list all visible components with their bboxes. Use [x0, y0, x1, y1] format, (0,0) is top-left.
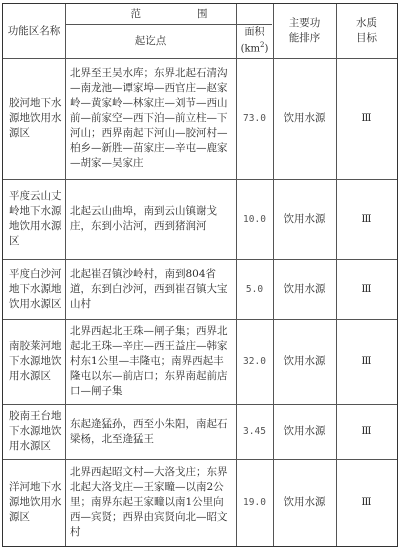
row-4-usage — [273, 319, 336, 404]
row-3-area-text: 5.0 — [245, 283, 264, 295]
header-grade — [336, 4, 397, 58]
row-5-range — [65, 404, 236, 459]
header-range — [65, 4, 273, 24]
row-6-range-text: 北界西起昭文村—大洛戈庄；东界北起大洛戈庄—王家疃—以南2公里；南界东起王家疃以南1公里向西—宾贤；西界由宾贤向北—昭文村 — [70, 466, 228, 538]
water-function-zone-table — [2, 3, 398, 547]
header-grade-text: 水质目标 — [356, 17, 377, 44]
row-1-range — [65, 58, 236, 179]
row-5-area-text: 3.45 — [243, 426, 266, 437]
row-3-usage-text: 饮用水源 — [283, 282, 326, 295]
row-5-name-text: 胶南王台地下水源地饮用水源区 — [9, 410, 62, 452]
header-area — [236, 24, 273, 58]
row-5-usage-text: 饮用水源 — [283, 425, 326, 437]
row-5-grade-text: Ⅲ — [361, 425, 372, 437]
row-6-area — [236, 459, 273, 546]
row-5-area — [236, 404, 273, 459]
header-area-close: ) — [264, 43, 269, 55]
header-range-desc-text: 起讫点 — [134, 34, 167, 47]
row-5-grade — [336, 404, 397, 459]
header-area-line2 — [241, 39, 269, 55]
row-4-usage-text: 饮用水源 — [283, 355, 326, 367]
row-3-grade — [336, 259, 397, 319]
row-4-area-text: 32.0 — [243, 356, 266, 367]
row-3-name — [3, 259, 65, 319]
header-range-b: 围 — [197, 7, 208, 20]
row-2-usage — [273, 179, 336, 259]
row-3-usage — [273, 259, 336, 319]
row-6-name-text: 洋河地下水源地饮用水源区 — [9, 481, 62, 523]
row-4-area — [236, 319, 273, 404]
row-6-usage-text: 饮用水源 — [283, 496, 326, 508]
row-3-range — [65, 259, 236, 319]
header-usage-text: 主要功能排序 — [288, 17, 321, 44]
row-3-name-text: 平度白沙河地下水源地饮用水源区 — [9, 267, 62, 310]
header-area-line1: 面积 — [244, 27, 265, 39]
row-5-name — [3, 404, 65, 459]
row-6-range — [65, 459, 236, 546]
row-5-range-text: 东起逄猛孙，西至小朱阳，南起石梁杨，北至逄猛王 — [70, 417, 228, 445]
row-1-usage — [273, 58, 336, 179]
header-area-sup: 2 — [260, 41, 265, 50]
row-2-area-text: 10.0 — [243, 213, 266, 225]
row-3-grade-text: Ⅲ — [361, 282, 372, 295]
row-2-usage-text: 饮用水源 — [283, 212, 326, 225]
row-1-name-text: 胶河地下水源地饮用水源区 — [9, 97, 62, 139]
row-6-grade — [336, 459, 397, 546]
row-2-area — [236, 179, 273, 259]
row-1-area-text: 73.0 — [243, 113, 266, 124]
row-3-area — [236, 259, 273, 319]
row-5-usage — [273, 404, 336, 459]
row-6-usage — [273, 459, 336, 546]
row-4-range — [65, 319, 236, 404]
row-6-area-text: 19.0 — [243, 497, 266, 508]
row-4-grade-text: Ⅲ — [361, 355, 372, 367]
row-2-range-text: 北起云山曲埠，南到云山镇谢戈庄，东到小沽河，西到猪润河 — [70, 205, 217, 232]
row-1-area — [236, 58, 273, 179]
header-area-unit: (km — [240, 43, 261, 55]
row-1-name — [3, 58, 65, 179]
row-2-range — [65, 179, 236, 259]
header-name-text: 功能区名称 — [7, 24, 61, 37]
row-4-name-text: 南胶莱河地下水源地饮用水源区 — [9, 340, 62, 382]
row-2-grade — [336, 179, 397, 259]
row-6-grade-text: Ⅲ — [361, 496, 372, 508]
row-1-grade — [336, 58, 397, 179]
row-4-grade — [336, 319, 397, 404]
row-1-grade-text: Ⅲ — [361, 112, 372, 124]
header-range-a: 范 — [130, 7, 141, 20]
header-usage — [273, 4, 336, 58]
row-1-usage-text: 饮用水源 — [283, 112, 326, 124]
row-4-name — [3, 319, 65, 404]
row-2-name — [3, 179, 65, 259]
header-range-desc — [65, 24, 236, 58]
row-3-range-text: 北起崔召镇沙岭村，南到804省道，东到白沙河，西到崔召镇大宝山村 — [70, 267, 228, 310]
row-2-grade-text: Ⅲ — [361, 212, 372, 225]
row-2-name-text: 平度云山丈岭地下水源地饮用水源区 — [9, 190, 62, 247]
row-1-range-text: 北界至王吴水库；东界北起石清沟—南龙池—谭家埠—西官庄—赵家岭—黄家岭—林家庄—刘节—西山前—前家空—西下泊—前立柱—下河山；西界南起下河山—胶河村—柏乡—新胜—苗家庄—辛屯—鹿家—胡家—吴家庄 — [70, 67, 228, 169]
header-name — [3, 4, 65, 58]
row-6-name — [3, 459, 65, 546]
row-4-range-text: 北界西起北王珠—闸子集；西界北起北王珠—辛庄—西王益庄—韩家村东1公里—丰隆屯；南界西起丰隆屯以东—前店口；东界南起前店口—闸子集 — [70, 325, 228, 397]
